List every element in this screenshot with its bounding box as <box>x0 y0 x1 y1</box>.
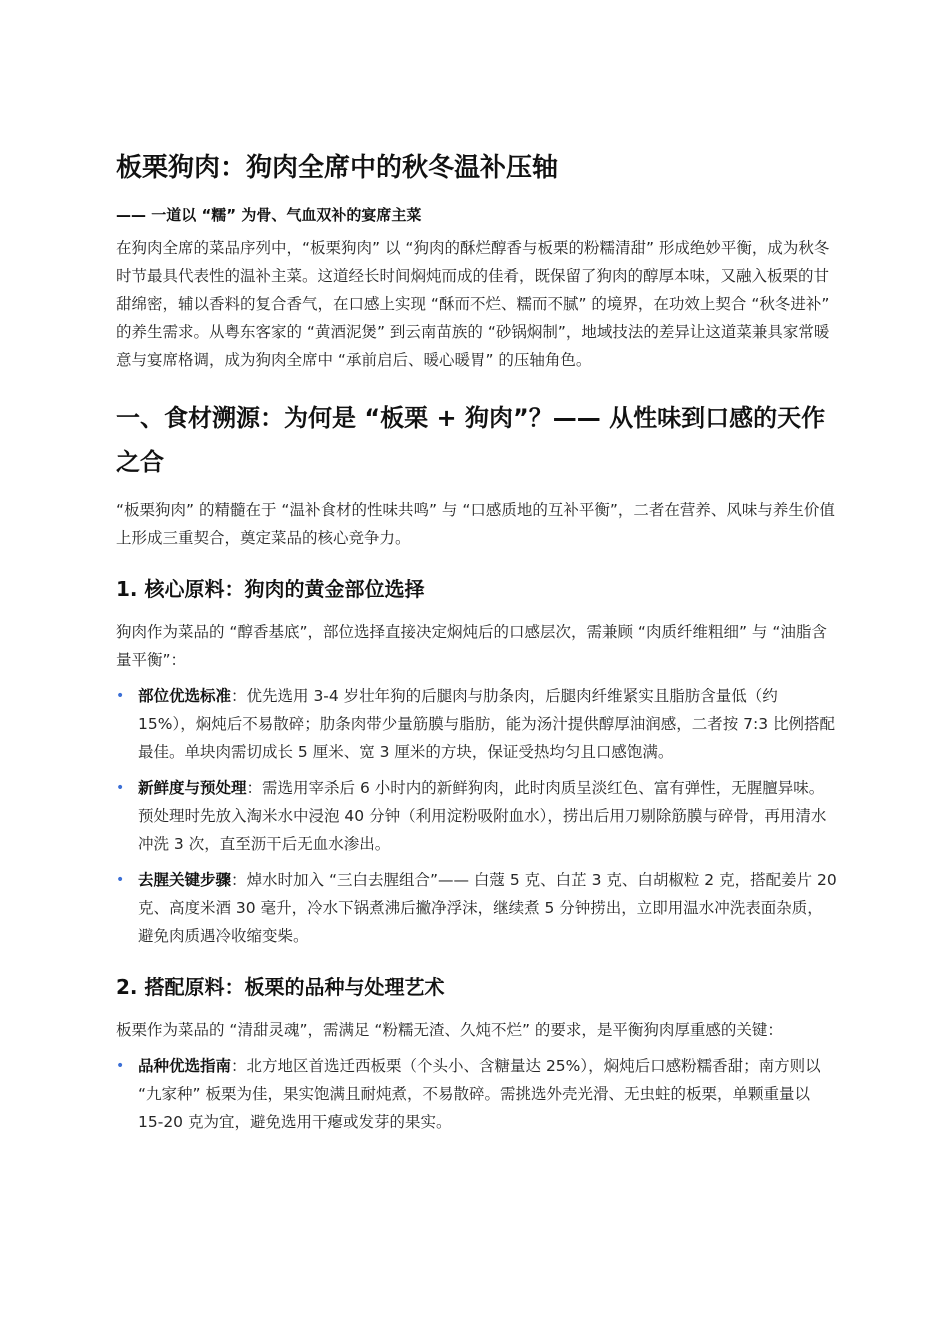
list-item-text: ：焯水时加入 “三白去腥组合”—— 白蔻 5 克、白芷 3 克、白胡椒粒 2 克，搭配姜片 20 克、高度米酒 30 毫升，冷水下锅煮沸后撇净浮沫，继续煮 5 分钟捞出，立即用温水冲洗表面杂质，避免肉质遇冷收缩变柴。 <box>138 871 837 945</box>
list-item <box>116 866 838 950</box>
bullet-icon: • <box>116 688 125 704</box>
list-item <box>116 1052 838 1136</box>
subsection-2-intro: 板栗作为菜品的 “清甜灵魂”，需满足 “粉糯无渣、久炖不烂” 的要求，是平衡狗肉厚重感的关键： <box>116 1021 783 1039</box>
subsection-2-heading: 2. 搭配原料：板栗的品种与处理艺术 <box>116 975 445 999</box>
subsection-1-heading: 1. 核心原料：狗肉的黄金部位选择 <box>116 577 425 601</box>
list-item-lead: 品种优选指南 <box>138 1057 232 1075</box>
list-item-text: ：优先选用 3-4 岁壮年狗的后腿肉与肋条肉，后腿肉纤维紧实且脂肪含量低（约 15%），焖炖后不易散碎；肋条肉带少量筋膜与脂肪，能为汤汁提供醇厚油润感，二者按 7:3 比例搭配最佳。单块肉需切成长 5 厘米、宽 3 厘米的方块，保证受热均匀且口感饱满。 <box>138 687 836 761</box>
list-item-lead: 新鲜度与预处理 <box>138 779 247 797</box>
list-item-text: ：需选用宰杀后 6 小时内的新鲜狗肉，此时肉质呈淡红色、富有弹性，无腥膻异味。预处理时先放入淘米水中浸泡 40 分钟（利用淀粉吸附血水），捞出后用刀剔除筋膜与碎骨，再用清水冲洗 3 次，直至沥干后无血水渗出。 <box>138 779 827 853</box>
document-page <box>116 150 838 1144</box>
list-item <box>116 682 838 766</box>
subsection-1-intro: 狗肉作为菜品的 “醇香基底”，部位选择直接决定焖炖后的口感层次，需兼顾 “肉质纤维粗细” 与 “油脂含量平衡”： <box>116 623 827 669</box>
list-item <box>116 774 838 858</box>
bullet-icon: • <box>116 780 125 796</box>
document-title: 板栗狗肉：狗肉全席中的秋冬温补压轴 <box>116 153 559 183</box>
subsection-1-list <box>116 682 838 950</box>
document-subtitle: —— 一道以 “糯” 为骨、气血双补的宴席主菜 <box>116 206 422 224</box>
bullet-icon: • <box>116 1058 125 1074</box>
list-item-text: ：北方地区首选迁西板栗（个头小、含糖量达 25%），焖炖后口感粉糯香甜；南方则以 “九家种” 板栗为佳，果实饱满且耐炖煮，不易散碎。需挑选外壳光滑、无虫蛀的板栗，单颗重量以 15-20 克为宜，避免选用干瘪或发芽的果实。 <box>138 1057 821 1131</box>
subsection-2-list <box>116 1052 838 1136</box>
list-item-lead: 部位优选标准 <box>138 687 232 705</box>
list-item-lead: 去腥关键步骤 <box>138 871 232 889</box>
section-1-intro: “板栗狗肉” 的精髓在于 “温补食材的性味共鸣” 与 “口感质地的互补平衡”，二者在营养、风味与养生价值上形成三重契合，奠定菜品的核心竞争力。 <box>116 501 835 547</box>
intro-paragraph: 在狗肉全席的菜品序列中，“板栗狗肉” 以 “狗肉的酥烂醇香与板栗的粉糯清甜” 形成绝妙平衡，成为秋冬时节最具代表性的温补主菜。这道经长时间焖炖而成的佳肴，既保留了狗肉的醇厚本味，又融入板栗的甘甜绵密，辅以香料的复合香气，在口感上实现 “酥而不烂、糯而不腻” 的境界，在功效上契合 “秋冬进补” 的养生需求。从粤东客家的 “黄酒泥煲” 到云南苗族的 “砂锅焖制”，地域技法的差异让这道菜兼具家常暖意与宴席格调，成为狗肉全席中 “承前启后、暖心暖胃” 的压轴角色。 <box>116 239 830 369</box>
bullet-icon: • <box>116 872 125 888</box>
section-1-heading: 一、食材溯源：为何是 “板栗 + 狗肉”？—— 从性味到口感的天作之合 <box>116 404 826 476</box>
